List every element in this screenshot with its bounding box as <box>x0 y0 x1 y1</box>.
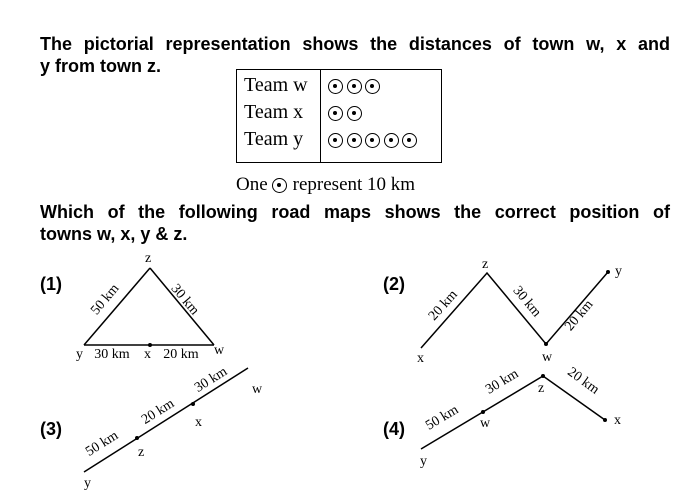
town-label-w: w <box>252 382 263 397</box>
town-label-y: y <box>420 454 427 469</box>
town-label-y: y <box>84 476 91 491</box>
row-label-team-x: Team x <box>244 101 304 123</box>
town-label-z: z <box>138 445 145 460</box>
town-label-y: y <box>76 347 83 362</box>
intro-line-2: y from town z. <box>40 56 161 76</box>
town-label-w: w <box>214 343 225 358</box>
row-label-team-w: Team w <box>244 74 308 96</box>
town-label-z: z <box>145 251 152 266</box>
town-label-z: z <box>482 257 489 272</box>
town-label-x: x <box>417 351 424 366</box>
town-z-dot <box>135 436 139 440</box>
town-label-w: w <box>542 350 553 365</box>
town-label-x: x <box>195 415 202 430</box>
distance-z-x: 20 km <box>139 396 178 428</box>
road-map-option-3 <box>83 364 263 491</box>
option-1-label: (1) <box>40 274 62 294</box>
distance-x-z: 20 km <box>425 287 461 324</box>
town-label-x: x <box>144 347 151 362</box>
legend-prefix: One <box>236 174 268 195</box>
town-label-x: x <box>614 413 621 428</box>
option-3-label: (3) <box>40 419 62 439</box>
intro-line-1: The pictorial representation shows the distances of town w, x and <box>40 34 670 54</box>
town-w-dot <box>481 410 485 414</box>
distance-x-w: 30 km <box>192 364 231 396</box>
road-map-option-4 <box>420 365 621 469</box>
distance-y-w: 50 km <box>423 402 462 434</box>
distance-z-y: 50 km <box>88 281 123 319</box>
distance-y-z: 50 km <box>83 428 122 460</box>
town-w-dot <box>544 342 548 346</box>
distance-w-z: 30 km <box>483 366 522 398</box>
road-map-option-1 <box>76 251 225 362</box>
distance-x-w: 20 km <box>163 347 199 362</box>
town-x-dot <box>191 402 195 406</box>
town-x-dot <box>603 418 607 422</box>
option-2-label: (2) <box>383 274 405 294</box>
prompt-line-2: towns w, x, y & z. <box>40 224 188 244</box>
legend-suffix: represent 10 km <box>292 174 416 195</box>
town-y-dot <box>606 270 610 274</box>
distance-y-x: 30 km <box>94 347 130 362</box>
distance-z-w: 30 km <box>167 281 202 319</box>
prompt-line-1: Which of the following road maps shows the correct position of <box>40 202 670 222</box>
distance-z-x: 20 km <box>564 364 602 398</box>
town-label-z: z <box>538 381 545 396</box>
distance-w-y: 20 km <box>562 297 597 335</box>
road-map-option-2 <box>417 257 622 366</box>
town-label-w: w <box>480 416 491 431</box>
road-y-w <box>84 368 248 472</box>
option-4-label: (4) <box>383 419 405 439</box>
town-label-y: y <box>615 264 622 279</box>
town-z-dot <box>541 374 545 378</box>
distance-z-w: 30 km <box>509 283 544 321</box>
row-label-team-y: Team y <box>244 128 304 150</box>
